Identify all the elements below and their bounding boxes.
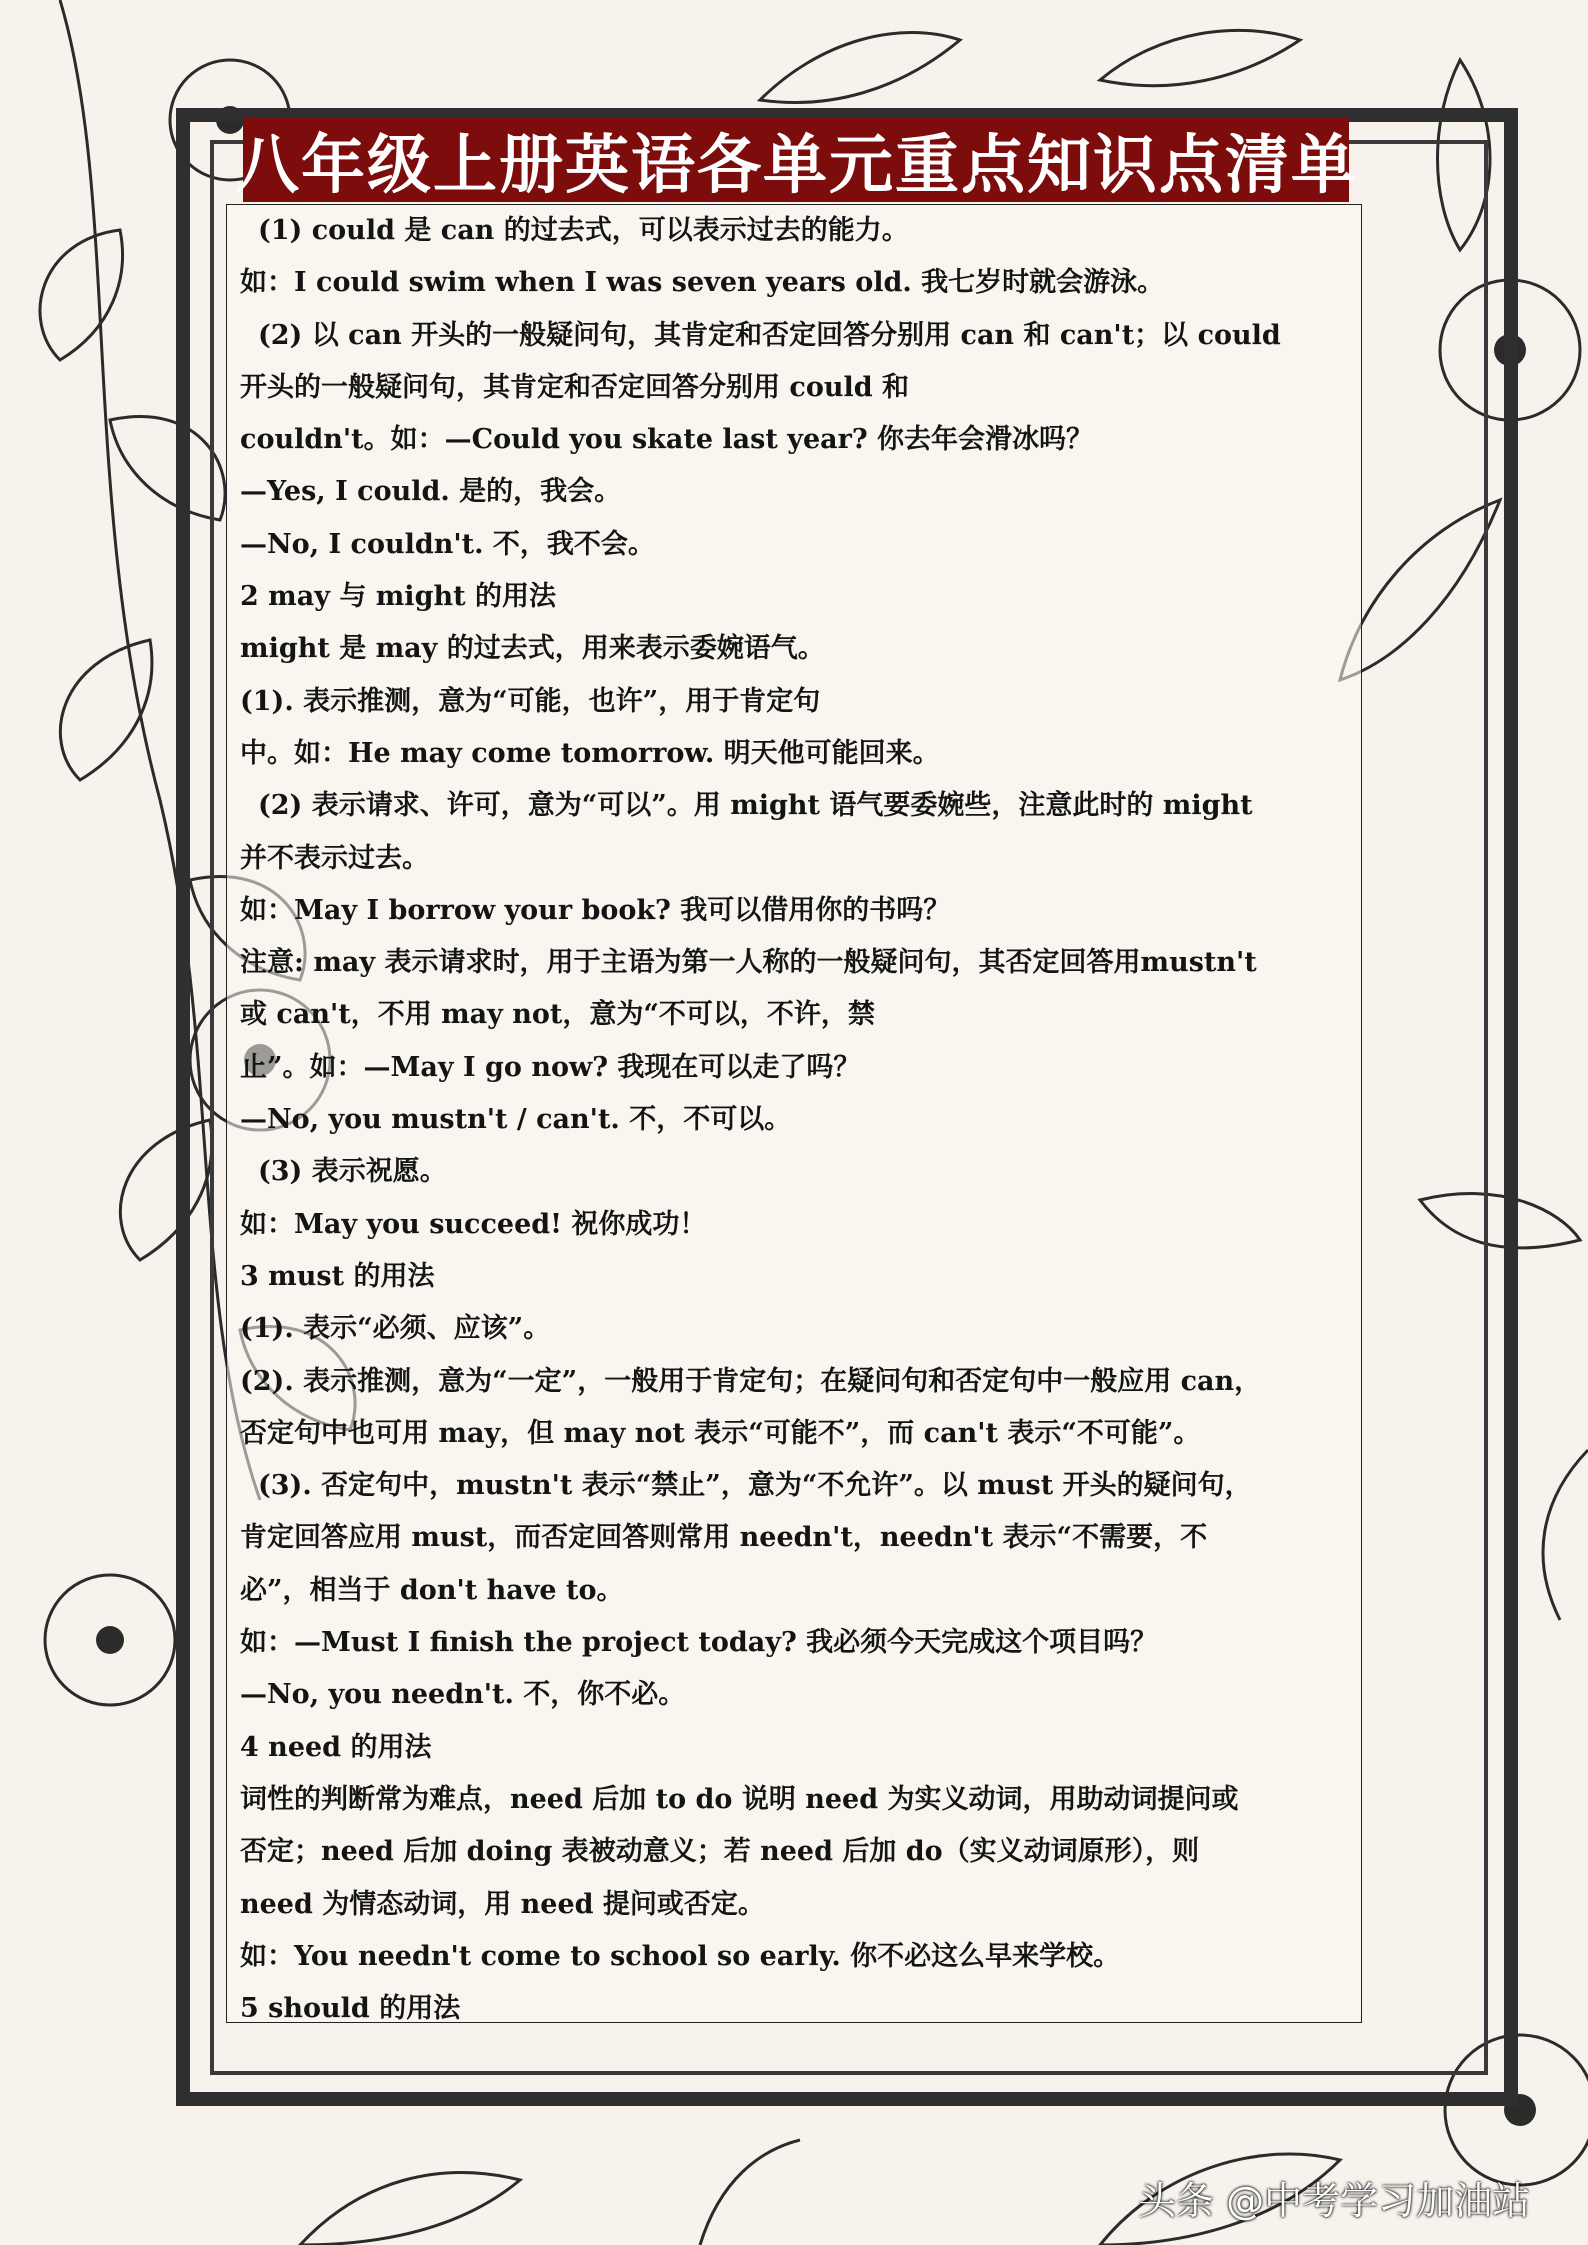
text-line: 否定；need 后加 doing 表被动意义；若 need 后加 do（实义动词原形），则: [240, 1836, 1200, 1868]
text-line: 如：May I borrow your book? 我可以借用你的书吗？: [240, 894, 951, 926]
text-line: 如：—Must I finish the project today? 我必须今天完成这个项目吗？: [240, 1627, 1158, 1659]
text-line: might 是 may 的过去式，用来表示委婉语气。: [240, 633, 825, 665]
section-heading: 4 need 的用法: [240, 1731, 432, 1763]
text-line: 止”。如：—May I go now? 我现在可以走了吗？: [240, 1051, 861, 1083]
text-line: 词性的判断常为难点，need 后加 to do 说明 need 为实义动词，用助动词提问或: [240, 1783, 1239, 1815]
text-line: need 为情态动词，用 need 提问或否定。: [240, 1888, 765, 1920]
text-line: —No, I couldn't. 不，我不会。: [240, 528, 655, 560]
watermark: 头条 @中考学习加油站: [1138, 2179, 1531, 2223]
section-heading: 3 must 的用法: [240, 1260, 435, 1292]
text-line: (2). 表示推测，意为“一定”，一般用于肯定句；在疑问句和否定句中一般应用 can，: [240, 1365, 1262, 1397]
text-line: (1) could 是 can 的过去式，可以表示过去的能力。: [258, 215, 909, 246]
text-line: —Yes, I could. 是的，我会。: [240, 476, 622, 508]
text-line: (1). 表示“必须、应该”。: [240, 1313, 551, 1345]
text-line: 必”，相当于 don't have to。: [240, 1574, 624, 1606]
notes-text: [240, 205, 1360, 2035]
text-line: —No, you needn't. 不，你不必。: [240, 1679, 686, 1711]
text-line: 否定句中也可用 may，但 may not 表示“可能不”，而 can't 表示“不可能”。: [240, 1417, 1201, 1449]
text-line: (2) 表示请求、许可，意为“可以”。用 might 语气要委婉些，注意此时的 might: [258, 790, 1253, 822]
text-line: (2) 以 can 开头的一般疑问句，其肯定和否定回答分别用 can 和 can't；以 could: [258, 319, 1281, 351]
page-title: 八年级上册英语各单元重点知识点清单: [235, 129, 1357, 203]
section-heading: 5 should 的用法: [240, 1993, 461, 2025]
text-line: 如：I could swim when I was seven years old. 我七岁时就会游泳。: [240, 267, 1165, 299]
text-line: 肯定回答应用 must，而否定回答则常用 needn't，needn't 表示“不需要，不: [240, 1522, 1208, 1554]
text-line: 中。如：He may come tomorrow. 明天他可能回来。: [240, 737, 940, 769]
text-line: (1). 表示推测，意为“可能，也许”，用于肯定句: [240, 685, 821, 717]
text-line: couldn't。如：—Could you skate last year? 你去年会滑冰吗？: [240, 424, 1094, 456]
text-line: —No, you mustn't / can't. 不，不可以。: [240, 1104, 792, 1136]
text-line: 或 can't，不用 may not，意为“不可以，不许，禁: [240, 999, 875, 1031]
text-line: 开头的一般疑问句，其肯定和否定回答分别用 could 和: [240, 371, 910, 403]
text-line: 注意: may 表示请求时，用于主语为第一人称的一般疑问句，其否定回答用mustn't: [240, 947, 1257, 979]
text-line: (3) 表示祝愿。: [258, 1156, 447, 1188]
text-line: 并不表示过去。: [240, 842, 429, 874]
section-heading: 2 may 与 might 的用法: [240, 581, 556, 613]
text-line: 如：You needn't come to school so early. 你不必这么早来学校。: [240, 1940, 1121, 1972]
title-banner: [235, 118, 1357, 203]
text-line: (3). 否定句中，mustn't 表示“禁止”，意为“不允许”。以 must 开头的疑问句，: [258, 1470, 1252, 1502]
text-line: 如：May you succeed! 祝你成功！: [240, 1208, 707, 1240]
